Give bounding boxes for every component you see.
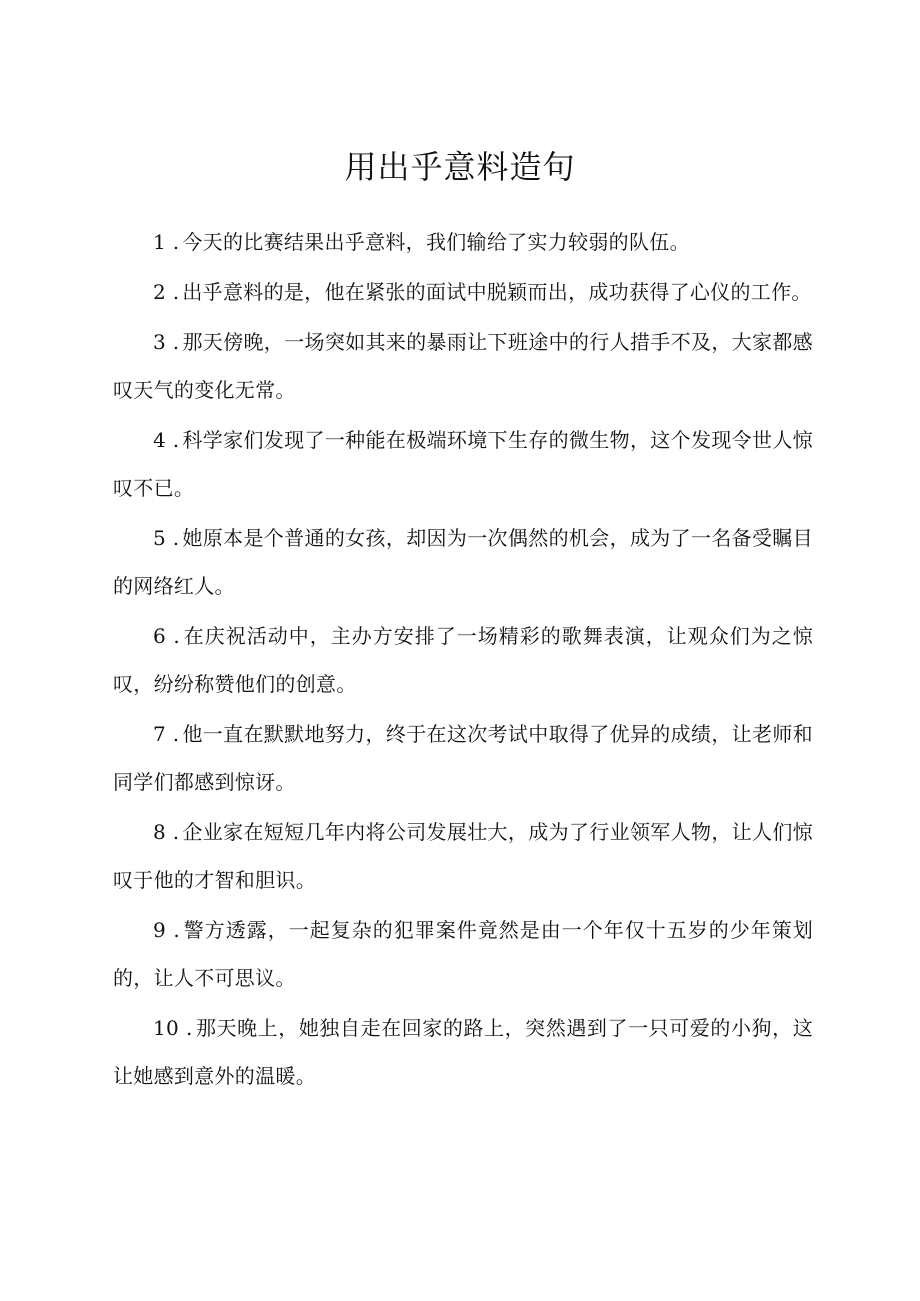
sentence-number: 9 <box>153 918 167 942</box>
sentence-text: 警方透露，一起复杂的犯罪案件竟然是由一个年仅十五岁的少年策划的，让人不可思议。 <box>113 918 813 990</box>
sentence-separator: . <box>173 624 181 648</box>
sentence-list <box>113 218 813 1102</box>
sentence-separator: . <box>186 1016 193 1040</box>
list-item <box>113 416 813 512</box>
sentence-separator: . <box>172 230 180 254</box>
sentence-text: 出乎意料的是，他在紧张的面试中脱颖而出，成功获得了心仪的工作。 <box>182 280 812 304</box>
sentence-separator: . <box>172 280 180 304</box>
sentence-number: 4 <box>153 428 167 452</box>
list-item <box>113 906 813 1002</box>
sentence-text: 今天的比赛结果出乎意料，我们输给了实力较弱的队伍。 <box>182 230 690 254</box>
sentence-separator: . <box>172 428 180 452</box>
list-item <box>113 268 813 316</box>
sentence-text: 他一直在默默地努力，终于在这次考试中取得了优异的成绩，让老师和同学们都感到惊讶。 <box>113 722 813 794</box>
sentence-text: 那天傍晚，一场突如其来的暴雨让下班途中的行人措手不及，大家都感叹天气的变化无常。 <box>113 330 813 402</box>
sentence-number: 7 <box>153 722 167 746</box>
sentence-number: 6 <box>153 624 167 648</box>
list-item <box>113 710 813 806</box>
sentence-number: 3 <box>153 330 167 354</box>
sentence-number: 5 <box>153 526 167 550</box>
sentence-number: 8 <box>153 820 167 844</box>
sentence-text: 在庆祝活动中，主办方安排了一场精彩的歌舞表演，让观众们为之惊叹，纷纷称赞他们的创意。 <box>113 624 813 696</box>
list-item <box>113 1004 813 1100</box>
list-item <box>113 514 813 610</box>
sentence-separator: . <box>172 722 180 746</box>
sentence-separator: . <box>173 918 181 942</box>
sentence-text: 企业家在短短几年内将公司发展壮大，成为了行业领军人物，让人们惊叹于他的才智和胆识。 <box>113 820 813 892</box>
sentence-separator: . <box>172 330 180 354</box>
list-item <box>113 218 813 266</box>
list-item <box>113 318 813 414</box>
sentence-separator: . <box>172 820 180 844</box>
sentence-number: 10 <box>153 1016 180 1040</box>
sentence-number: 1 <box>153 230 167 254</box>
sentence-separator: . <box>172 526 180 550</box>
page-title: 用出乎意料造句 <box>344 148 576 187</box>
sentence-text: 那天晚上，她独自走在回家的路上，突然遇到了一只可爱的小狗，这让她感到意外的温暖。 <box>113 1016 813 1088</box>
sentence-text: 科学家们发现了一种能在极端环境下生存的微生物，这个发现令世人惊叹不已。 <box>113 428 813 500</box>
list-item <box>113 808 813 904</box>
sentence-text: 她原本是个普通的女孩，却因为一次偶然的机会，成为了一名备受瞩目的网络红人。 <box>113 526 813 598</box>
list-item <box>113 612 813 708</box>
sentence-number: 2 <box>153 280 167 304</box>
